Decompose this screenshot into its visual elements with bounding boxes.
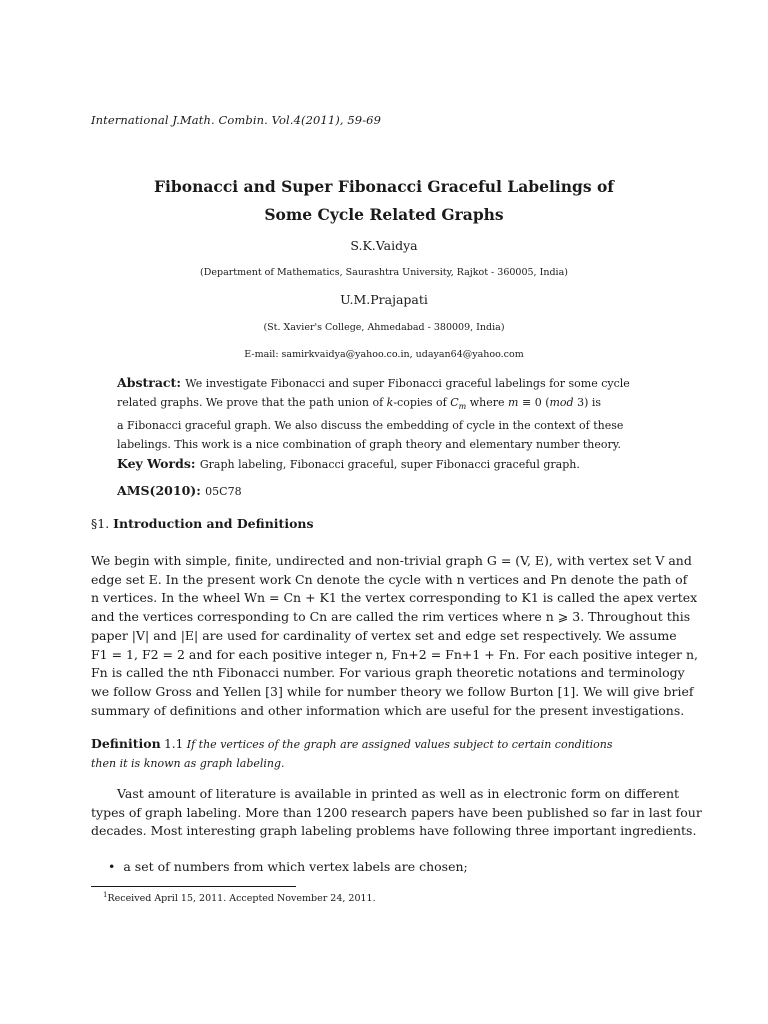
intro-line: summary of definitions and other information which are useful for the present investigations.	[91, 702, 685, 718]
bullet-text: a set of numbers from which vertex labels are chosen;	[123, 859, 468, 874]
definition-1-1	[91, 734, 676, 773]
intro-line: We begin with simple, finite, undirected and non-trivial graph G = (V, E), with vertex set V and	[91, 553, 692, 568]
intro-line: n vertices. In the wheel Wn = Cn + K1 the vertex corresponding to K1 is called the apex vertex	[91, 590, 698, 606]
intro-line: we follow Gross and Yellen [3] while for number theory we follow Burton [1]. We will give brief	[91, 683, 694, 699]
definition-label: Definition	[91, 736, 161, 751]
paper-title	[0, 173, 768, 229]
author-email: E-mail: samirkvaidya@yahoo.co.in, udayan64@yahoo.com	[244, 349, 524, 360]
definition-line-2: then it is known as graph labeling.	[91, 757, 285, 770]
footnote-divider	[91, 886, 296, 887]
intro-line: and the vertices corresponding to Cn are called the rim vertices where n ⩾ 3. Throughout this	[91, 609, 691, 625]
ams-label: AMS(2010)	[117, 483, 197, 498]
author-affiliation-1: (Department of Mathematics, Saurashtra University, Rajkot - 360005, India)	[200, 267, 568, 278]
paragraph-2-line: decades. Most interesting graph labeling problems have following three important ingredients.	[91, 823, 697, 839]
abstract-line-2: related graphs. We prove that the path union of k-copies of $C_m$ where m ≡ 0 (mod 3) is	[117, 396, 602, 412]
journal-header: International J.Math. Combin. Vol.4(2011), 59-69	[91, 113, 382, 127]
abstract-line-3: a Fibonacci graceful graph. We also discuss the embedding of cycle in the context of these	[117, 419, 624, 433]
intro-line: paper |V| and |E| are used for cardinality of vertex set and edge set respectively. We assume	[91, 627, 677, 643]
title-line-2: Some Cycle Related Graphs	[264, 205, 504, 224]
paragraph-2	[91, 785, 702, 841]
definition-number: 1.1	[164, 737, 184, 751]
section-heading-1	[91, 516, 314, 531]
intro-line: F1 = 1, F2 = 2 and for each positive integer n, Fn+2 = Fn+1 + Fn. For each positive integer n,	[91, 646, 698, 662]
author-affiliation-2: (St. Xavier's College, Ahmedabad - 380009, India)	[263, 322, 505, 333]
abstract-line-4: labelings. This work is a nice combination of graph theory and elementary number theory.	[117, 438, 622, 452]
paragraph-2-line: types of graph labeling. More than 1200 research papers have been published so far in last four	[91, 804, 702, 820]
ams-code: 05C78	[205, 485, 242, 498]
footnote-mark: 1	[103, 891, 108, 899]
intro-line: Fn is called the nth Fibonacci number. For various graph theoretic notations and terminology	[91, 665, 685, 681]
ams-classification: AMS(2010): 05C78	[117, 483, 242, 498]
key-words: Key Words: Graph labeling, Fibonacci graceful, super Fibonacci graceful graph.	[117, 456, 580, 471]
key-words-label: Key Words	[117, 456, 191, 471]
title-line-1: Fibonacci and Super Fibonacci Graceful Labelings of	[154, 177, 614, 196]
abstract-label: Abstract	[117, 375, 177, 390]
footnote	[103, 891, 376, 904]
bullet-item	[108, 859, 468, 874]
section-number: §1.	[91, 516, 110, 531]
intro-paragraph	[91, 552, 698, 720]
intro-line: edge set E. In the present work Cn denote the cycle with n vertices and Pn denote the path of	[91, 571, 688, 587]
key-words-text: Graph labeling, Fibonacci graceful, super Fibonacci graceful graph.	[199, 458, 580, 471]
bullet-icon: •	[108, 859, 116, 874]
paragraph-2-line: Vast amount of literature is available in printed as well as in electronic form on different	[117, 786, 680, 801]
section-title: Introduction and Definitions	[113, 516, 314, 531]
footnote-text: Received April 15, 2011. Accepted November 24, 2011.	[107, 893, 376, 905]
abstract-line-1: We investigate Fibonacci and super Fibonacci graceful labelings for some cycle	[185, 377, 630, 390]
author-name-2: U.M.Prajapati	[340, 292, 428, 307]
abstract: Abstract: We investigate Fibonacci and super Fibonacci graceful labelings for some cycle related graphs. We prove that the path union of k-copies of $C_m$ where m ≡ 0 (mod 3) is a Fibonacci graceful graph. We also discuss the embedding of cycle in the context of these labelings. This work is a nice combination of graph theory and elementary number theory.	[117, 373, 672, 454]
definition-line-1: If the vertices of the graph are assigned values subject to certain conditions	[186, 738, 613, 751]
author-name-1: S.K.Vaidya	[350, 238, 418, 253]
